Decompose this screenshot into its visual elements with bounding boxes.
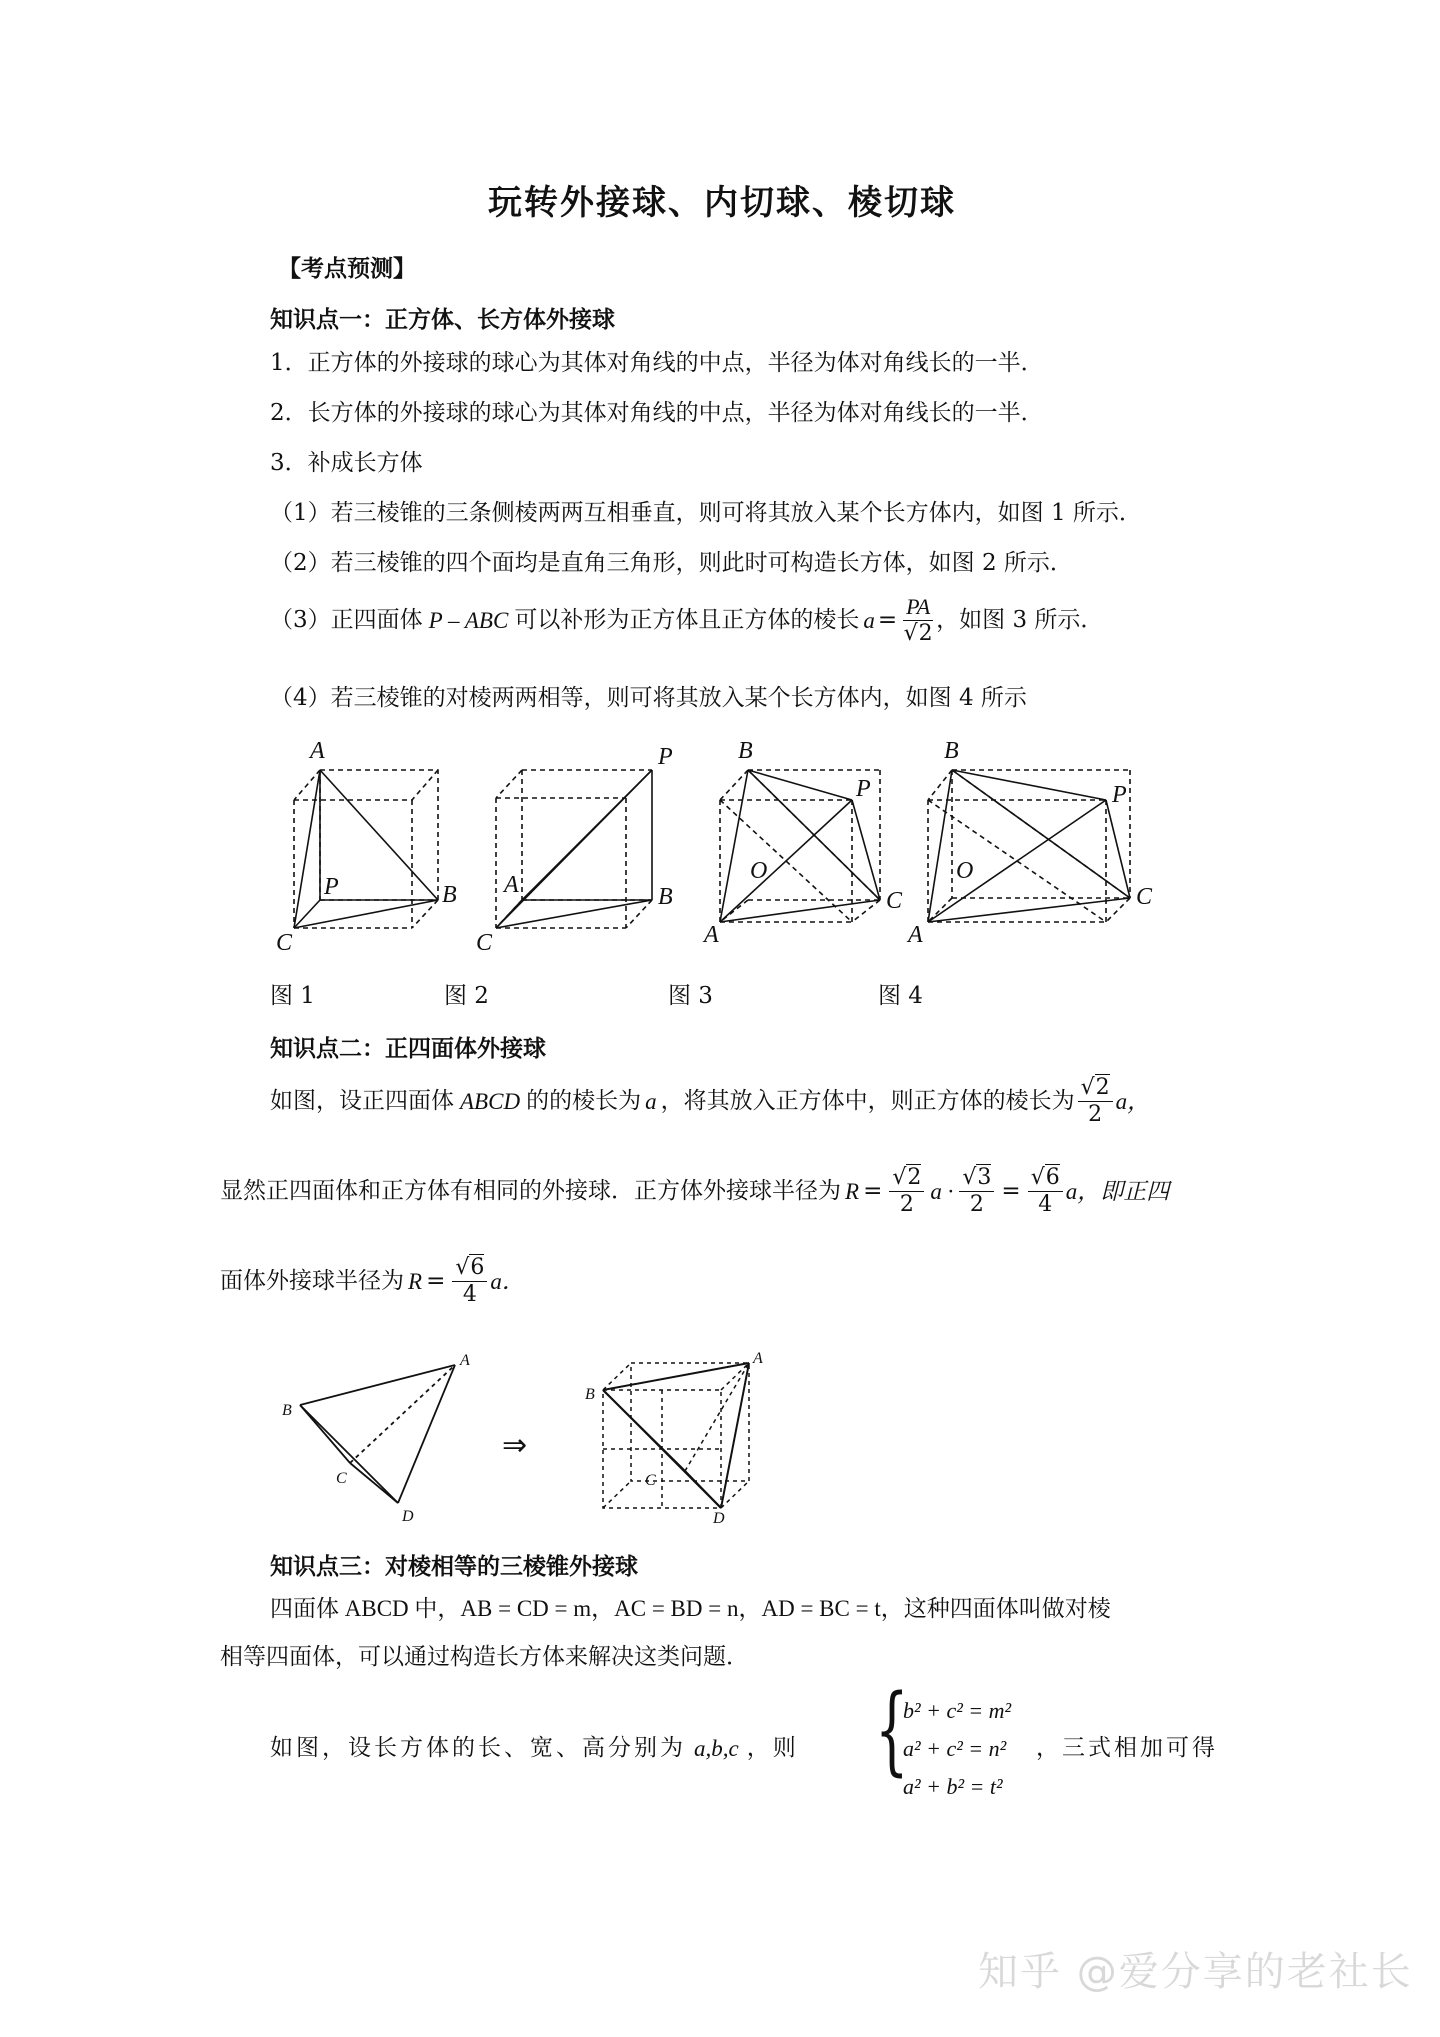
fig1-label-A: A: [310, 738, 325, 764]
tet-label-B: B: [282, 1402, 292, 1419]
k2-p2-prefix: 显然正四面体和正方体有相同的外接球．正方体外接球半径为: [220, 1178, 841, 1204]
k1-sub3-num: PA: [903, 596, 933, 621]
fig2-label-B: B: [658, 884, 673, 910]
k2-p3-den: 4: [462, 1282, 477, 1307]
k1-item3: 3．补成长方体: [270, 450, 423, 476]
k1-item2: 2．长方体的外接球的球心为其体对角线的中点，半径为体对角线长的一半．: [270, 400, 1044, 426]
fig4-label-C: C: [1136, 884, 1153, 910]
k1-sub3-pabc: P – ABC: [428, 608, 509, 633]
fig4-label-B: B: [944, 738, 959, 764]
k2-p2-tail: a，即正四: [1065, 1179, 1170, 1204]
fig4-label-A: A: [908, 922, 923, 948]
fig3-label-B: B: [738, 738, 753, 764]
figure-tetrahedron-in-cube: [585, 1345, 785, 1529]
implies-arrow: ⇒: [502, 1428, 528, 1463]
fig2-label-P: P: [658, 744, 673, 770]
watermark: 知乎 @爱分享的老社长: [978, 1949, 1413, 1995]
k3-p3-vars: a,b,c: [694, 1736, 739, 1761]
figure-3: [700, 740, 920, 954]
k1-item1: 1．正方体的外接球的球心为其体对角线的中点，半径为体对角线长的一半．: [270, 350, 1044, 376]
k2-para3: [220, 1257, 525, 1306]
k2-p2-f1-num: 2: [907, 1165, 922, 1190]
k3-p3-suffix: ，三式相加可得: [1036, 1735, 1218, 1761]
k2-p1-mid2: ，将其放入正方体中，则正方体的棱长为: [660, 1088, 1075, 1114]
fig2-label-C: C: [476, 930, 493, 956]
eq-row-1: b² + c² = m²: [903, 1698, 1012, 1723]
fig1-label-B: B: [442, 882, 457, 908]
k2-para1: [270, 1077, 1150, 1126]
eq-row-3: a² + b² = t²: [903, 1774, 1003, 1799]
cube-label-A: A: [753, 1350, 763, 1367]
k2-p2-frac2: [959, 1167, 994, 1216]
figure-2: [476, 740, 680, 956]
k2-p3-R: R: [408, 1269, 423, 1294]
fig3-label-P: P: [856, 776, 871, 802]
k3-p3-then: ，则: [746, 1735, 799, 1761]
k1-sub2: （2）若三棱锥的四个面均是直角三角形，则此时可构造长方体，如图 2 所示．: [270, 550, 1073, 576]
k2-p2-frac3: [1028, 1167, 1063, 1216]
k2-p3-num: 6: [470, 1255, 485, 1280]
k2-p3-eq: =: [426, 1268, 446, 1294]
k1-sub3-var: a: [863, 608, 875, 633]
fig1-label-C: C: [276, 930, 293, 956]
k2-p1-prefix: 如图，设正四面体: [270, 1088, 454, 1114]
k2-p1-abcd: ABCD: [460, 1089, 521, 1114]
cube-label-B: B: [585, 1386, 595, 1403]
k2-p2-dot: a ·: [930, 1179, 954, 1204]
k1-sub3-suffix: ，如图 3 所示．: [936, 607, 1104, 633]
k2-p1-num: 2: [1095, 1075, 1110, 1100]
k2-p2-f2-num: 3: [977, 1165, 992, 1190]
sqrt-symbol: √6: [1030, 1165, 1060, 1190]
k2-p2-eq2: =: [1001, 1178, 1021, 1204]
k2-p3-prefix: 面体外接球半径为: [220, 1268, 404, 1294]
k2-p1-den: 2: [1088, 1102, 1103, 1127]
k2-p2-f3-den: 4: [1038, 1192, 1053, 1217]
sqrt-symbol: √3: [962, 1165, 992, 1190]
k1-sub3-eq: =: [877, 607, 898, 633]
k3-para1: 四面体 ABCD 中，AB = CD = m，AC = BD = n，AD = BC = t，这种四面体叫做对棱: [270, 1596, 1111, 1621]
figure-4: [900, 740, 1160, 954]
fig2-label-A: A: [504, 872, 519, 898]
fig3-label-O: O: [750, 858, 768, 884]
k1-sub3: [270, 596, 1103, 645]
k2-p2-frac1: [889, 1167, 924, 1216]
k2-p2-f3-num: 6: [1045, 1165, 1060, 1190]
cube-label-C: C: [645, 1472, 656, 1489]
k2-p2-R: R: [845, 1179, 860, 1204]
caption-fig4: 图 4: [878, 983, 923, 1009]
k1-sub3-prefix: （3）正四面体: [270, 607, 423, 633]
caption-fig3: 图 3: [668, 983, 713, 1009]
k2-p3-tail: a．: [490, 1269, 525, 1294]
k3-para2: 相等四面体，可以通过构造长方体来解决这类问题．: [220, 1644, 749, 1670]
k1-heading: 知识点一：正方体、长方体外接球: [270, 306, 615, 333]
k2-p1-tail: a，: [1115, 1089, 1151, 1114]
page-title: 玩转外接球、内切球、棱切球: [488, 183, 956, 223]
k3-p3-prefix: 如图，设长方体的长、宽、高分别为: [270, 1735, 686, 1761]
k2-p2-eq: =: [863, 1178, 883, 1204]
k1-sub3-mid: 可以补形为正方体且正方体的棱长: [514, 607, 860, 633]
k1-sub3-fraction: [903, 596, 933, 645]
brace-icon: {: [875, 1674, 909, 1786]
caption-fig1: 图 1: [270, 983, 315, 1009]
fig1-label-P: P: [324, 874, 339, 900]
eq-row-2: a² + c² = n²: [903, 1736, 1007, 1761]
k2-p1-mid: 的的棱长为: [526, 1088, 642, 1114]
k2-p2-f1-den: 2: [899, 1192, 914, 1217]
tet-label-D: D: [402, 1508, 414, 1525]
k2-p3-fraction: [452, 1257, 487, 1306]
fig3-label-C: C: [886, 888, 903, 914]
k2-heading: 知识点二：正四面体外接球: [270, 1035, 546, 1062]
k2-p1-var: a: [645, 1089, 657, 1114]
equation-system: [875, 1674, 1045, 1810]
sqrt-symbol: √2: [1080, 1075, 1110, 1100]
section-header: 【考点预测】: [278, 255, 416, 282]
figure-tetrahedron: [280, 1345, 480, 1529]
k2-para2: [220, 1167, 1169, 1216]
sqrt-symbol: √2: [892, 1165, 922, 1190]
k3-heading: 知识点三：对棱相等的三棱锥外接球: [270, 1553, 638, 1580]
k1-sub1: （1）若三棱锥的三条侧棱两两互相垂直，则可将其放入某个长方体内，如图 1 所示．: [270, 500, 1142, 526]
tet-label-C: C: [336, 1470, 347, 1487]
tet-label-A: A: [460, 1352, 470, 1369]
k2-p1-fraction: [1078, 1077, 1113, 1126]
caption-fig2: 图 2: [444, 983, 489, 1009]
sqrt-symbol: √6: [455, 1255, 485, 1280]
cube-label-D: D: [713, 1510, 725, 1527]
figure-1: [276, 738, 470, 956]
sqrt-symbol: √2: [903, 621, 933, 646]
k2-p2-f2-den: 2: [969, 1192, 984, 1217]
k1-sub4: （4）若三棱锥的对棱两两相等，则可将其放入某个长方体内，如图 4 所示: [270, 685, 1027, 711]
k3-para3: [270, 1737, 799, 1760]
fig4-label-O: O: [956, 858, 974, 884]
fig3-label-A: A: [704, 922, 719, 948]
fig4-label-P: P: [1112, 782, 1127, 808]
k1-sub3-den: 2: [918, 621, 933, 646]
